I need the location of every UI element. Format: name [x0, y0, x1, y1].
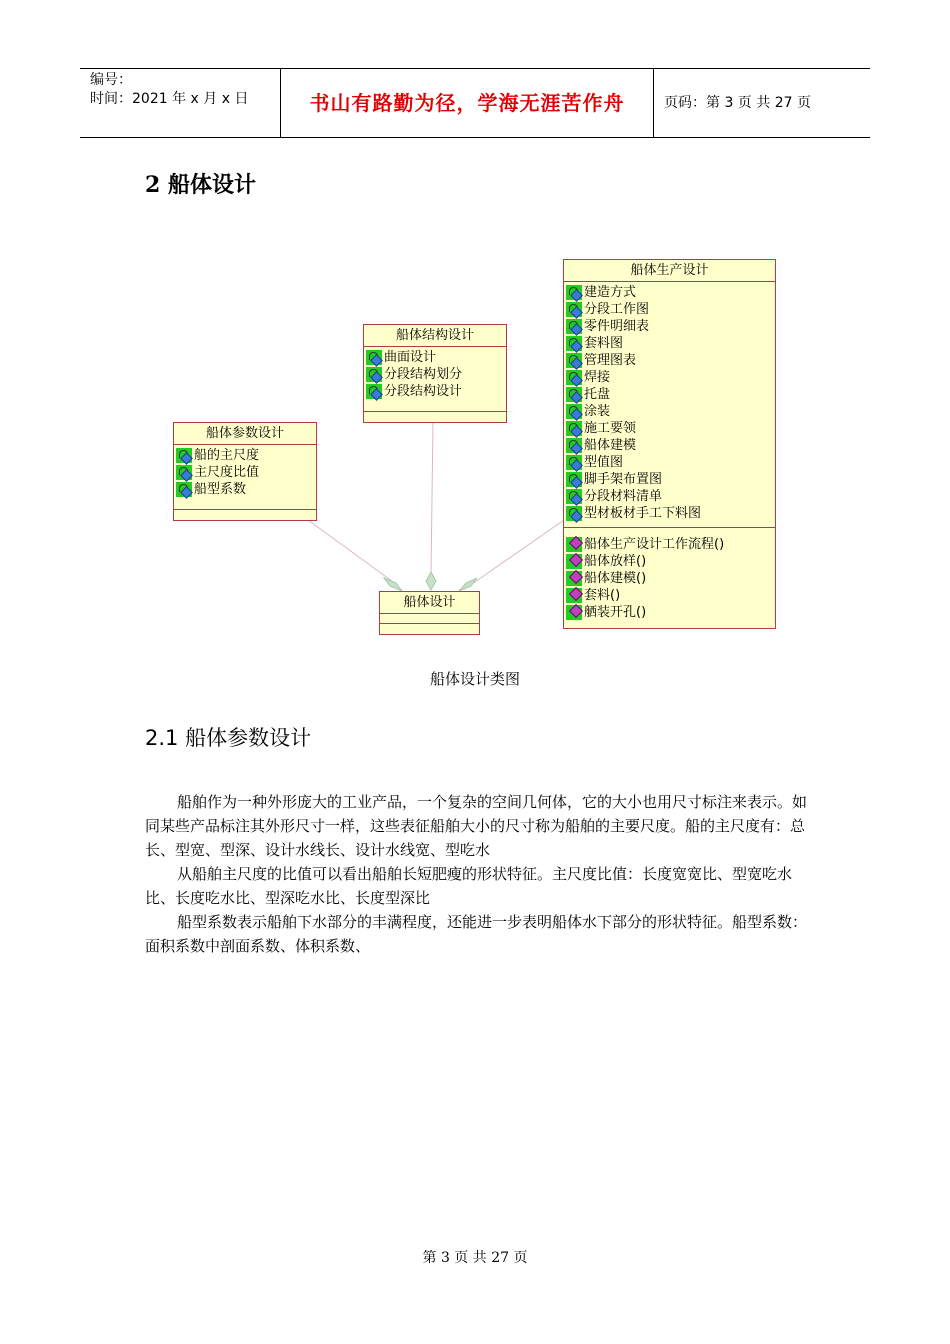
class-ship-hull-design [379, 591, 480, 635]
attribute-icon [366, 350, 382, 365]
page-header [80, 68, 870, 138]
operation-row: 船体放样() [564, 553, 775, 570]
class-title: 船体生产设计 [564, 260, 775, 282]
aggregation-diamond-center [426, 572, 436, 590]
operation-section [380, 624, 479, 633]
attribute-row: 施工要领 [564, 420, 775, 437]
attribute-row: 涂装 [564, 403, 775, 420]
operation-row: 舾装开孔() [564, 604, 775, 621]
section-title: 2 船体设计 [145, 172, 256, 198]
connector-struct [431, 422, 433, 574]
class-title: 船体设计 [380, 592, 479, 614]
attribute-row: 套料图 [564, 335, 775, 352]
attribute-row: 管理图表 [564, 352, 775, 369]
attribute-icon [566, 455, 582, 470]
attribute-row: 分段结构设计 [364, 383, 506, 400]
attribute-icon [566, 353, 582, 368]
attribute-section [564, 282, 775, 528]
class-structure-design [363, 324, 507, 423]
attribute-icon [566, 370, 582, 385]
attribute-section [380, 614, 479, 624]
header-page-info: 页码：第 3 页 共 27 页 [664, 95, 811, 111]
attribute-section [364, 347, 506, 412]
attribute-row: 分段工作图 [564, 301, 775, 318]
class-production-design [563, 259, 776, 629]
operation-section [174, 510, 316, 520]
attribute-section [174, 445, 316, 510]
operation-section [564, 528, 775, 634]
attribute-icon [366, 384, 382, 399]
operation-row: 套料() [564, 587, 775, 604]
attribute-row: 脚手架布置图 [564, 471, 775, 488]
attribute-row: 焊接 [564, 369, 775, 386]
diagram-caption: 船体设计类图 [429, 670, 520, 688]
attribute-icon [566, 438, 582, 453]
operation-section [364, 412, 506, 422]
aggregation-diamond-left [384, 578, 402, 591]
attribute-row: 分段材料清单 [564, 488, 775, 505]
header-meta-cell [80, 69, 281, 137]
page-footer: 第 3 页 共 27 页 [422, 1250, 528, 1266]
attribute-row: 零件明细表 [564, 318, 775, 335]
operation-row: 船体建模() [564, 570, 775, 587]
attribute-row: 分段结构划分 [364, 366, 506, 383]
attribute-icon [566, 336, 582, 351]
attribute-icon [566, 472, 582, 487]
operation-icon [566, 605, 582, 620]
header-motto: 书山有路勤为径，学海无涯苦作舟 [309, 91, 625, 115]
attribute-icon [566, 506, 582, 521]
attribute-row: 船型系数 [174, 481, 316, 498]
subsection-title: 2.1 船体参数设计 [145, 726, 312, 750]
class-param-design [173, 422, 317, 521]
attribute-icon [566, 302, 582, 317]
doc-time-label: 时间：2021 年 x 月 x 日 [90, 91, 249, 107]
connector-param [308, 520, 396, 584]
paragraph: 船型系数表示船舶下水部分的丰满程度，还能进一步表明船体水下部分的形状特征。船型系数：面积系数中剖面系数、体积系数、 [145, 913, 808, 955]
operation-icon [566, 571, 582, 586]
attribute-icon [566, 421, 582, 436]
attribute-icon [176, 465, 192, 480]
attribute-icon [566, 404, 582, 419]
connector-prod [472, 520, 564, 584]
attribute-icon [176, 482, 192, 497]
attribute-icon [176, 448, 192, 463]
attribute-row: 建造方式 [564, 284, 775, 301]
attribute-row: 型材板材手工下料图 [564, 505, 775, 522]
attribute-row: 型值图 [564, 454, 775, 471]
class-title: 船体结构设计 [364, 325, 506, 347]
paragraph: 船舶作为一种外形庞大的工业产品，一个复杂的空间几何体，它的大小也用尺寸标注来表示。如同某些产品标注其外形尺寸一样，这些表征船舶大小的尺寸称为船舶的主要尺度。船的主尺度有：总长、型宽、型深、设计水线长、设计水线宽、型吃水 [145, 793, 808, 859]
header-page-cell [654, 69, 870, 137]
body-text [145, 790, 815, 958]
class-title: 船体参数设计 [174, 423, 316, 445]
header-motto-cell [281, 69, 654, 137]
doc-number-label: 编号： [90, 72, 132, 88]
operation-icon [566, 588, 582, 603]
operation-icon [566, 537, 582, 552]
operation-icon [566, 554, 582, 569]
attribute-row: 船的主尺度 [174, 447, 316, 464]
attribute-row: 曲面设计 [364, 349, 506, 366]
attribute-icon [566, 489, 582, 504]
operation-row: 船体生产设计工作流程() [564, 536, 775, 553]
attribute-row: 托盘 [564, 386, 775, 403]
attribute-row: 船体建模 [564, 437, 775, 454]
attribute-icon [566, 285, 582, 300]
paragraph: 从船舶主尺度的比值可以看出船舶长短肥瘦的形状特征。主尺度比值：长度宽宽比、型宽吃水比、长度吃水比、型深吃水比、长度型深比 [145, 865, 793, 907]
aggregation-diamond-right [459, 578, 477, 591]
attribute-row: 主尺度比值 [174, 464, 316, 481]
attribute-icon [566, 319, 582, 334]
attribute-icon [366, 367, 382, 382]
attribute-icon [566, 387, 582, 402]
